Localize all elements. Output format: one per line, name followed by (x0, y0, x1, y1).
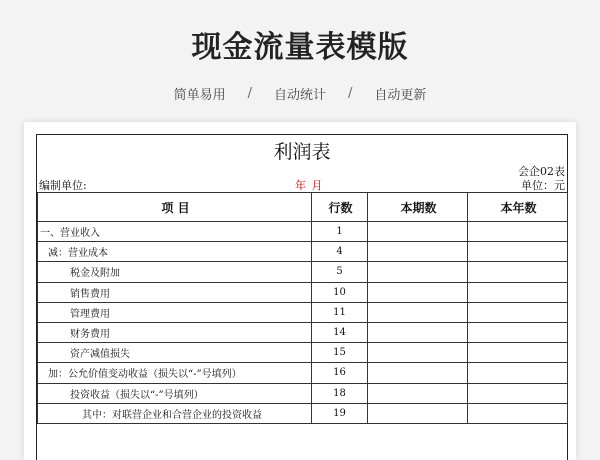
table-row (38, 403, 568, 423)
spreadsheet-preview (24, 122, 576, 460)
header-current: 本期数 (368, 193, 468, 222)
row-current-cell[interactable] (368, 262, 468, 282)
row-ytd-cell[interactable] (468, 343, 568, 363)
row-item: 减：营业成本 (38, 242, 312, 262)
row-line: 1 (312, 222, 368, 242)
row-item: 投资收益（损失以“-”号填列） (38, 383, 312, 403)
table-header-row (38, 193, 568, 222)
row-ytd-cell[interactable] (468, 363, 568, 383)
row-ytd-cell[interactable] (468, 302, 568, 322)
table-row (38, 363, 568, 383)
row-line: 15 (312, 343, 368, 363)
row-current-cell[interactable] (368, 383, 468, 403)
row-item: 管理费用 (38, 302, 312, 322)
table-row (38, 383, 568, 403)
row-current-cell[interactable] (368, 343, 468, 363)
org-label: 编制单位: (39, 179, 87, 192)
tag-auto-stats: 自动统计 (273, 88, 326, 103)
row-line: 14 (312, 322, 368, 342)
header-ytd: 本年数 (468, 193, 568, 222)
form-number: 会企02表 (518, 165, 565, 178)
row-item: 其中：对联营企业和合营企业的投资收益 (38, 403, 312, 423)
tag-separator: / (348, 86, 353, 101)
row-line: 5 (312, 262, 368, 282)
header-item: 项 目 (38, 193, 312, 222)
row-item: 加：公允价值变动收益（损失以“-”号填列） (38, 363, 312, 383)
feature-tags (0, 84, 600, 103)
statement-title: 利润表 (273, 141, 331, 163)
period-field[interactable]: 年 月 (295, 179, 324, 192)
row-ytd-cell[interactable] (468, 282, 568, 302)
tag-easy: 简单易用 (173, 88, 226, 103)
unit-label: 单位：元 (521, 179, 565, 192)
income-statement (36, 134, 568, 460)
tag-auto-update: 自动更新 (374, 88, 427, 103)
table-row (38, 222, 568, 242)
row-current-cell[interactable] (368, 403, 468, 423)
row-ytd-cell[interactable] (468, 403, 568, 423)
row-ytd-cell[interactable] (468, 242, 568, 262)
row-line: 11 (312, 302, 368, 322)
row-line: 4 (312, 242, 368, 262)
row-item: 财务费用 (38, 322, 312, 342)
row-ytd-cell[interactable] (468, 262, 568, 282)
row-ytd-cell[interactable] (468, 383, 568, 403)
row-current-cell[interactable] (368, 363, 468, 383)
table-row (38, 343, 568, 363)
header-line: 行数 (312, 193, 368, 222)
row-current-cell[interactable] (368, 242, 468, 262)
row-item: 销售费用 (38, 282, 312, 302)
row-item: 税金及附加 (38, 262, 312, 282)
row-current-cell[interactable] (368, 222, 468, 242)
row-line: 18 (312, 383, 368, 403)
row-item: 一、营业收入 (38, 222, 312, 242)
row-line: 16 (312, 363, 368, 383)
row-line: 10 (312, 282, 368, 302)
page-title: 现金流量表模版 (191, 30, 409, 65)
table-row (38, 282, 568, 302)
table-row (38, 302, 568, 322)
row-item: 资产减值损失 (38, 343, 312, 363)
row-current-cell[interactable] (368, 302, 468, 322)
row-ytd-cell[interactable] (468, 322, 568, 342)
table-row (38, 242, 568, 262)
tag-separator: / (247, 86, 252, 101)
statement-table (37, 192, 568, 424)
table-row (38, 322, 568, 342)
row-line: 19 (312, 403, 368, 423)
row-current-cell[interactable] (368, 282, 468, 302)
table-row (38, 262, 568, 282)
meta-row (37, 177, 567, 191)
row-ytd-cell[interactable] (468, 222, 568, 242)
row-current-cell[interactable] (368, 322, 468, 342)
